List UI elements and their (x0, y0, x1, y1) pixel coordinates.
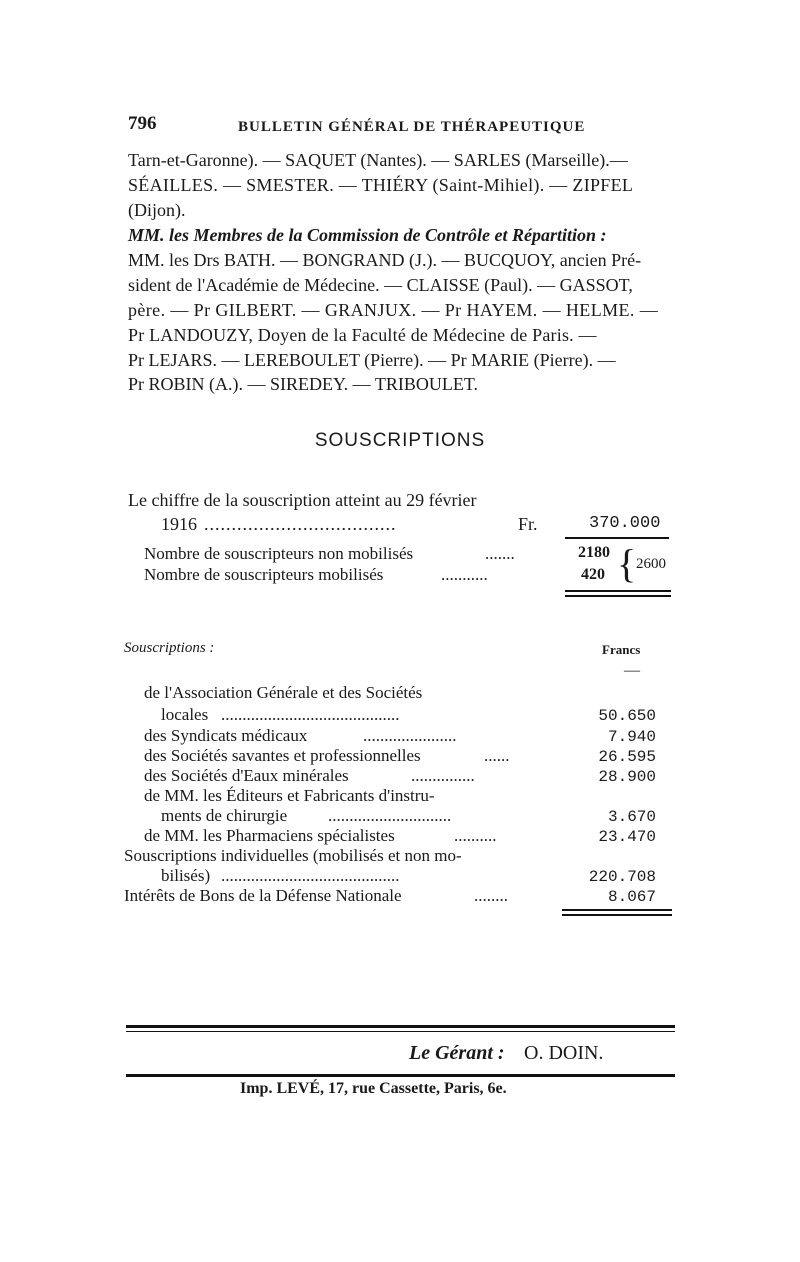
subscription-dots: ...... (484, 746, 510, 765)
subscription-amount: 23.470 (598, 828, 656, 846)
committee-line: (Dijon). (128, 200, 186, 220)
subscription-amount: 50.650 (598, 707, 656, 725)
double-rule-bottom (565, 595, 671, 597)
total-year: 1916 (161, 514, 197, 534)
footer-rule-top (126, 1025, 675, 1028)
section-title: SOUSCRIPTIONS (314, 430, 486, 451)
committee-line: Pr LANDOUZY, Doyen de la Faculté de Médecine de Paris. — (128, 325, 597, 345)
subscription-item: des Syndicats médicaux (144, 726, 308, 745)
subscription-item: de MM. les Pharmaciens spécialistes (144, 826, 395, 845)
committee-line: père. — Pr GILBERT. — GRANJUX. — Pr HAYEM. — HELME. — (128, 300, 659, 320)
double-rule-bottom (562, 914, 672, 916)
subscription-item: de l'Association Générale et des Sociétés (144, 683, 423, 702)
committee-line: MM. les Drs BATH. — BONGRAND (J.). — BUCQUOY, ancien Pré- (128, 250, 642, 270)
subscription-dots: ........ (474, 886, 508, 905)
subscribers-value: 420 (581, 566, 605, 583)
subscribers-dots: ........... (441, 565, 488, 584)
subscribers-sum: 2600 (636, 556, 666, 572)
subscription-item: ments de chirurgie (161, 806, 288, 825)
subscription-amount: 26.595 (598, 748, 656, 766)
total-rule (565, 537, 669, 539)
subscribers-row: Nombre de souscripteurs mobilisés (144, 565, 384, 584)
double-rule-top (562, 909, 672, 911)
subscription-item: de MM. les Éditeurs et Fabricants d'instru- (144, 786, 435, 805)
subscription-dots: .......................................... (221, 705, 400, 724)
subscription-dots: ............................. (328, 806, 452, 825)
subscription-item: Souscriptions individuelles (mobilisés et non mo- (124, 846, 462, 865)
committee-line: Pr ROBIN (A.). — SIREDEY. — TRIBOULET. (128, 374, 478, 394)
committee-line: Tarn-et-Garonne). — SAQUET (Nantes). — SARLES (Marseille).— (128, 150, 628, 170)
committee-line: sident de l'Académie de Médecine. — CLAISSE (Paul). — GASSOT, (128, 275, 633, 295)
francs-dash: — (624, 662, 640, 679)
francs-heading: Francs (602, 642, 641, 657)
double-rule-top (565, 590, 671, 592)
gerant-label: Le Gérant : (409, 1042, 505, 1064)
subscription-item: des Sociétés savantes et professionnelles (144, 746, 421, 765)
committee-line: Pr LEJARS. — LEREBOULET (Pierre). — Pr MARIE (Pierre). — (128, 350, 616, 370)
page-number: 796 (128, 113, 157, 134)
subscribers-dots: ....... (485, 544, 515, 563)
footer-rule-bottom (126, 1074, 675, 1077)
footer-rule-thin (126, 1031, 675, 1032)
subscription-amount: 3.670 (607, 808, 656, 826)
subscription-dots: ...................... (363, 726, 457, 745)
total-dots: ................................... (204, 514, 397, 534)
committee-heading: MM. les Membres de la Commission de Contrôle et Répartition : (128, 225, 607, 245)
subscription-item: Intérêts de Bons de la Défense Nationale (124, 886, 402, 905)
subscriptions-heading: Souscriptions : (124, 640, 215, 656)
subscription-amount: 28.900 (598, 768, 656, 786)
brace-icon: { (617, 541, 637, 586)
subscription-amount: 7.940 (607, 728, 656, 746)
total-value: 370.000 (589, 514, 661, 533)
running-title: BULLETIN GÉNÉRAL DE THÉRAPEUTIQUE (238, 119, 586, 135)
subscription-dots: .......................................... (221, 866, 400, 885)
total-line: Le chiffre de la souscription atteint au 29 février (128, 490, 477, 510)
subscription-dots: ............... (411, 766, 475, 785)
subscription-amount: 220.708 (588, 868, 656, 886)
subscription-item: locales (161, 705, 209, 724)
subscribers-value: 2180 (578, 544, 610, 561)
subscription-dots: .......... (454, 826, 497, 845)
subscribers-row: Nombre de souscripteurs non mobilisés (144, 544, 414, 563)
committee-line: SÉAILLES. — SMESTER. — THIÉRY (Saint-Mihiel). — ZIPFEL (128, 175, 634, 195)
total-unit: Fr. (518, 514, 538, 534)
subscription-item: bilisés) (161, 866, 211, 885)
subscription-item: des Sociétés d'Eaux minérales (144, 766, 349, 785)
subscription-amount: 8.067 (607, 888, 656, 906)
gerant-name: O. DOIN. (524, 1042, 604, 1064)
imprint: Imp. LEVÉ, 17, rue Cassette, Paris, 6e. (240, 1080, 507, 1097)
